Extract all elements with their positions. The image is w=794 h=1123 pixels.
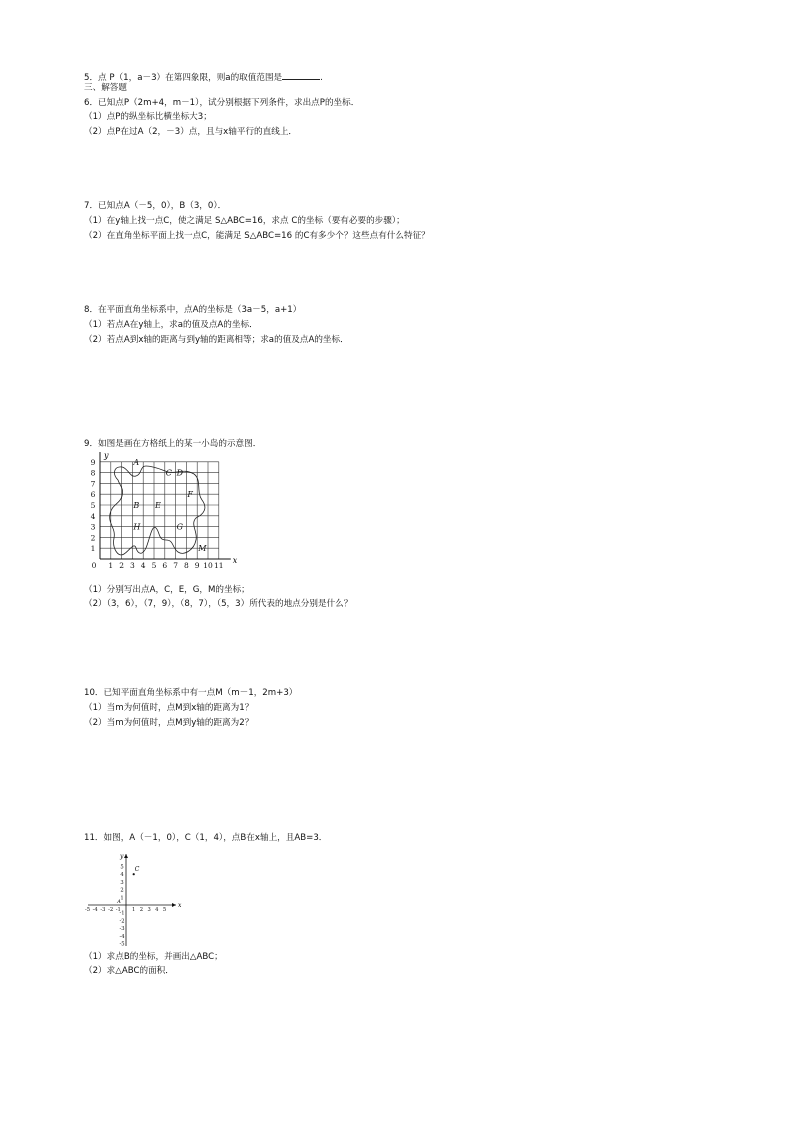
y-axis-label: y <box>120 853 124 860</box>
question-5-tail: . <box>320 73 323 83</box>
y-tick-label: 1 <box>120 895 124 902</box>
x-tick-label: 8 <box>184 561 189 570</box>
point-label-B: B <box>133 501 140 510</box>
y-axis-label: y <box>104 452 109 460</box>
y-tick-label: 5 <box>120 864 124 871</box>
x-tick-label: 7 <box>173 561 178 570</box>
y-tick-label: 9 <box>90 457 96 467</box>
question-11-part-1: （1）求点B的坐标，并画出△ABC； <box>84 952 223 962</box>
question-7-part-1: （1）在y轴上找一点C，使之满足 S△ABC=16，求点 C的坐标（要有必要的步骤）； <box>84 216 405 226</box>
question-9-part-2: （2）（3，6），（7，9），（8，7），（5，3）所代表的地点分别是什么？ <box>84 599 353 609</box>
point-label-H: H <box>133 522 141 532</box>
origin-label: 0 <box>91 561 97 570</box>
question-8-part-2: （2）若点A到x轴的距离与到y轴的距离相等；求a的值及点A的坐标． <box>84 335 349 345</box>
section-heading: 三、解答题 <box>84 83 127 93</box>
question-10-stem: 10．已知平面直角坐标系中有一点M（m－1，2m+3） <box>84 688 298 698</box>
y-tick-label: 2 <box>120 887 124 894</box>
x-tick-label: -4 <box>92 907 98 913</box>
y-tick-label: 3 <box>120 879 124 886</box>
y-tick-label: 1 <box>90 544 96 554</box>
y-tick-label: -5 <box>119 941 125 948</box>
y-tick-label: 7 <box>90 479 96 489</box>
point-label-D: D <box>176 468 184 478</box>
y-tick-label: 2 <box>90 533 96 543</box>
x-tick-label: 4 <box>140 561 146 570</box>
question-11-stem: 11．如图，A（－1，0），C（1，4），点B在x轴上，且AB=3． <box>84 833 328 843</box>
point-c <box>133 873 135 875</box>
question-8-part-1: （1）若点A在y轴上，求a的值及点A的坐标． <box>84 320 258 330</box>
x-tick-label: -3 <box>100 907 106 913</box>
question-9-stem: 9．如图是画在方格纸上的某一小岛的示意图． <box>84 439 262 449</box>
point-label-F: F <box>187 490 193 500</box>
x-tick-label: 5 <box>151 561 157 570</box>
point-label-A: A <box>133 457 140 467</box>
x-tick-label: 4 <box>155 907 159 913</box>
y-tick-label: 8 <box>90 468 96 478</box>
point-label-M: M <box>198 544 207 554</box>
x-tick-label: 9 <box>194 561 200 570</box>
x-tick-label: 10 <box>203 561 213 570</box>
x-tick-label: -5 <box>84 907 91 913</box>
x-tick-label: 5 <box>162 907 167 913</box>
question-9-part-1: （1）分别写出点A，C，E，G，M的坐标； <box>84 585 250 595</box>
x-tick-label: 6 <box>162 561 168 570</box>
answer-blank <box>282 70 320 80</box>
y-tick-label: 4 <box>120 872 124 879</box>
x-tick-label: 3 <box>147 907 151 913</box>
x-tick-label: 2 <box>139 907 144 913</box>
question-11-part-2: （2）求△ABC的面积． <box>84 966 174 976</box>
question-5-text: 5．点 P（1，a－3）在第四象限，则a的取值范围是 <box>84 73 283 83</box>
y-tick-label: -1 <box>119 910 125 917</box>
y-tick-label: 4 <box>90 511 96 521</box>
x-tick-label: -1 <box>115 907 121 913</box>
island-grid-figure <box>84 452 240 578</box>
point-c-label: C <box>134 866 140 874</box>
x-tick-label: 1 <box>132 907 136 913</box>
point-label-G: G <box>176 522 183 532</box>
x-tick-label: 1 <box>108 561 114 570</box>
x-tick-label: 3 <box>130 561 135 570</box>
x-axis-label: x <box>232 556 238 565</box>
y-tick-label: -3 <box>119 926 125 933</box>
question-6-stem: 6．已知点P（2m+4，m－1），试分别根据下列条件，求出点P的坐标． <box>84 98 360 108</box>
point-a-label: A <box>117 899 121 905</box>
y-tick-label: 5 <box>90 501 96 510</box>
y-tick-label: -4 <box>119 933 125 940</box>
x-axis-label: x <box>178 902 182 909</box>
island-outline <box>110 466 205 555</box>
question-5 <box>84 70 323 84</box>
point-label-C: C <box>165 468 172 478</box>
x-tick-label: -2 <box>108 907 114 913</box>
question-10-part-1: （1）当m为何值时，点M到x轴的距离为1？ <box>84 703 254 713</box>
x-tick-label: 11 <box>214 561 224 570</box>
question-6-part-1: （1）点P的纵坐标比横坐标大3； <box>84 112 212 122</box>
question-7-stem: 7．已知点A（－5，0），B（3，0）． <box>84 201 227 211</box>
y-tick-label: 3 <box>90 522 96 532</box>
y-tick-label: 6 <box>90 490 96 500</box>
coordinate-axes-figure <box>84 850 184 950</box>
question-10-part-2: （2）当m为何值时，点M到y轴的距离为2？ <box>84 718 254 728</box>
x-tick-label: 2 <box>119 561 124 570</box>
point-label-E: E <box>155 501 161 510</box>
y-tick-label: -2 <box>119 918 125 925</box>
question-8-stem: 8．在平面直角坐标系中，点A的坐标是（3a－5，a+1） <box>84 305 302 315</box>
question-6-part-2: （2）点P在过A（2，－3）点，且与x轴平行的直线上． <box>84 127 298 137</box>
question-7-part-2: （2）在直角坐标平面上找一点C，能满足 S△ABC=16 的C有多少个？这些点有什么特征？ <box>84 231 430 241</box>
